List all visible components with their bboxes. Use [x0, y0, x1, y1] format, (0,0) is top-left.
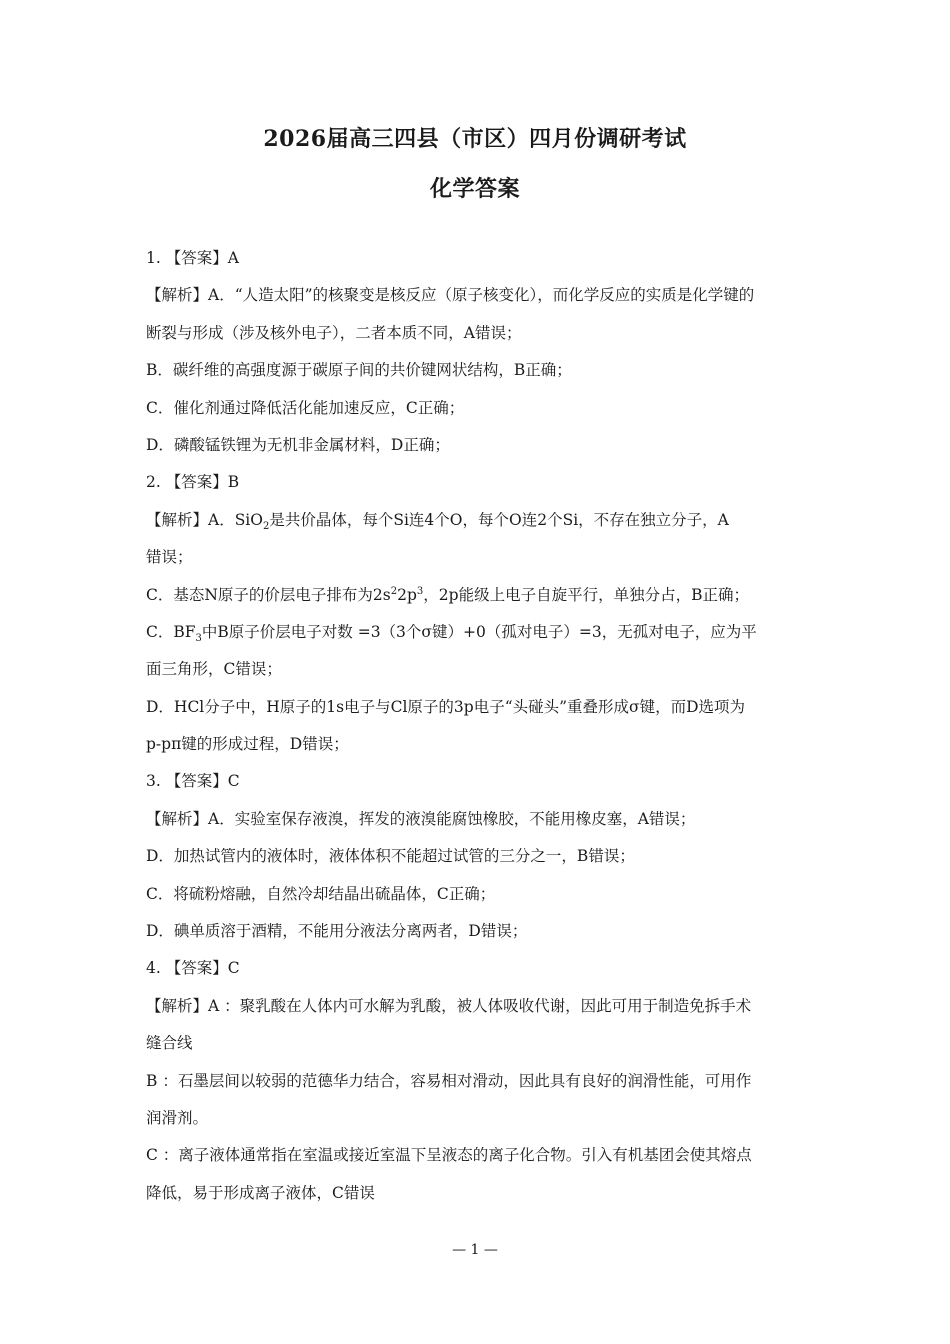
text-line [146, 651, 816, 688]
text-line [146, 352, 816, 389]
text-line [146, 1100, 816, 1137]
text-line [146, 240, 816, 277]
text-line [146, 1025, 816, 1062]
text-line [146, 1175, 816, 1212]
line-text: C．BF [146, 622, 196, 641]
text-line [146, 876, 816, 913]
text-line [146, 838, 816, 875]
superscript: 3 [416, 585, 424, 597]
text-line [146, 801, 816, 838]
line-text: ，2p能级上电子自旋平行，单独分占，B正确； [423, 585, 749, 604]
line-text: p-pπ键的形成过程，D错误； [146, 735, 349, 754]
text-line [146, 277, 816, 314]
line-text: 【解析】A．SiO [146, 510, 263, 529]
text-line [146, 913, 816, 950]
line-text: 润滑剂。 [146, 1108, 209, 1127]
text-line [146, 763, 816, 800]
line-text: D．碘单质溶于酒精，不能用分液法分离两者，D错误； [146, 922, 528, 941]
line-text: 2. 【答案】B [146, 473, 240, 492]
line-text: 2p [397, 585, 417, 604]
text-line [146, 539, 816, 576]
document-title: 2026届高三四县（市区）四月份调研考试 [263, 126, 687, 152]
line-text: 【解析】A．实验室保存液溴，挥发的液溴能腐蚀橡胶，不能用橡皮塞，A错误； [146, 809, 696, 828]
line-text: 缝合线 [146, 1034, 193, 1053]
text-line [146, 464, 816, 501]
line-text: 面三角形，C错误； [146, 660, 282, 679]
line-text: C ：离子液体通常指在室温或接近室温下呈液态的离子化合物。引入有机基团会使其熔点 [146, 1146, 752, 1165]
page-number: — 1 — [452, 1242, 498, 1258]
line-text: 错误； [146, 548, 193, 567]
line-text: C．将硫粉熔融，自然冷却结晶出硫晶体，C正确； [146, 884, 496, 903]
text-line [146, 577, 816, 614]
line-text: 3. 【答案】C [146, 772, 240, 791]
text-line [146, 427, 816, 464]
text-line [146, 988, 816, 1025]
text-line [146, 502, 816, 539]
subscript: 3 [195, 633, 202, 644]
line-text: 1. 【答案】A [146, 249, 239, 267]
line-text: 【解析】A．“人造太阳”的核聚变是核反应（原子核变化），而化学反应的实质是化学键的 [146, 286, 755, 305]
line-text: C．基态N原子的价层电子排布为2s [146, 585, 391, 604]
superscript: 2 [390, 585, 398, 597]
line-text: 中B原子价层电子对数 =3（3个σ键）+0（孤对电子）=3，无孤对电子，应为平 [201, 622, 757, 641]
text-line [146, 390, 816, 427]
text-line [146, 614, 816, 651]
text-line [146, 315, 816, 352]
line-text: 4. 【答案】C [146, 959, 240, 978]
line-text: 断裂与形成（涉及核外电子），二者本质不同，A错误； [146, 323, 522, 342]
text-line [146, 950, 816, 987]
answer-content [146, 240, 816, 1212]
line-text: 【解析】A ：聚乳酸在人体内可水解为乳酸，被人体吸收代谢，因此可用于制造免拆手术 [146, 996, 752, 1015]
document-subtitle: 化学答案 [429, 176, 520, 202]
line-text: D．HCl分子中，H原子的1s电子与Cl原子的3p电子“头碰头”重叠形成σ键，而D选项为 [146, 697, 746, 716]
line-text: 降低，易于形成离子液体，C错误 [146, 1183, 375, 1202]
line-text: C．催化剂通过降低活化能加速反应，C正确； [146, 398, 465, 417]
line-text: 是共价晶体，每个Si连4个O，每个O连2个Si，不存在独立分子，A [269, 510, 729, 529]
line-text: D．加热试管内的液体时，液体体积不能超过试管的三分之一，B错误； [146, 847, 635, 866]
line-text: B ：石墨层间以较弱的范德华力结合，容易相对滑动，因此具有良好的润滑性能，可用作 [146, 1071, 752, 1090]
text-line [146, 1137, 816, 1174]
text-line [146, 689, 816, 726]
text-line [146, 1063, 816, 1100]
text-line [146, 726, 816, 763]
line-text: B．碳纤维的高强度源于碳原子间的共价键网状结构，B正确； [146, 361, 572, 380]
subscript: 2 [262, 520, 270, 532]
line-text: D．磷酸锰铁锂为无机非金属材料，D正确； [146, 435, 450, 454]
